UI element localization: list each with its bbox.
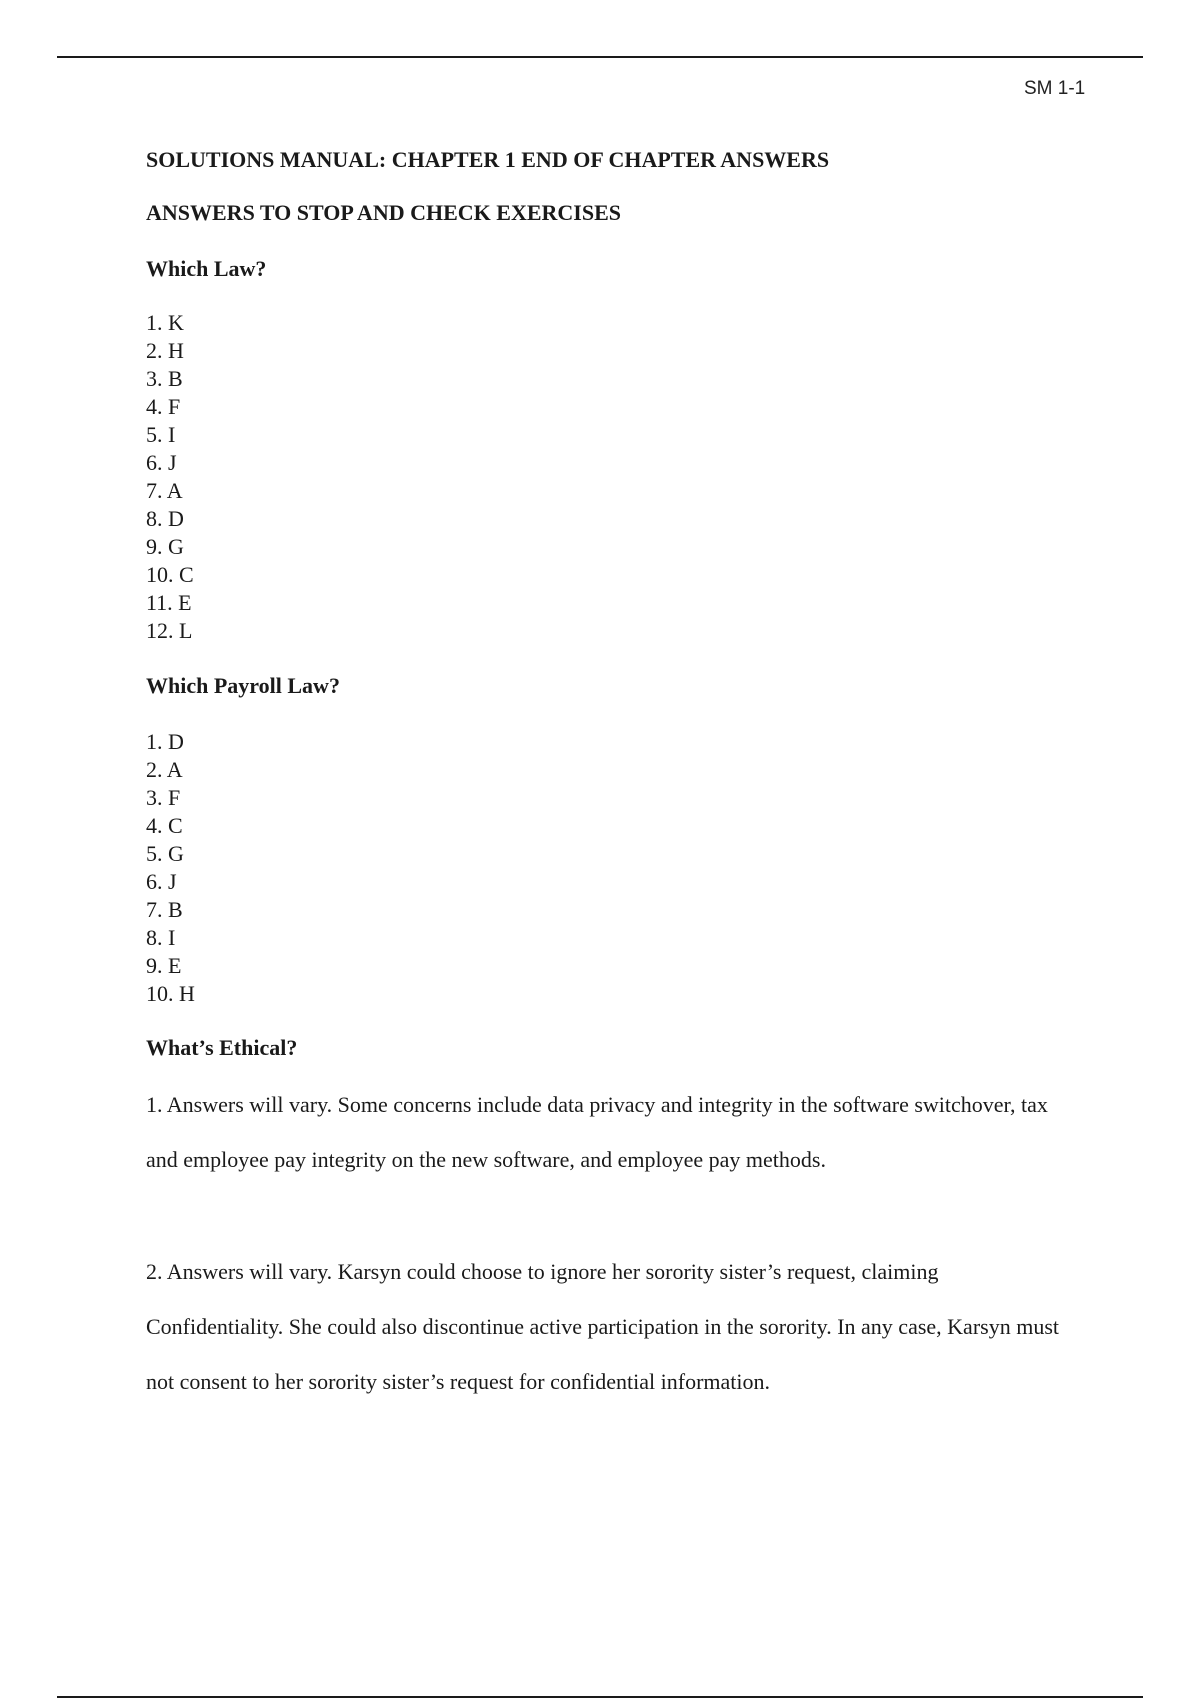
answer-item: 7. A <box>146 478 183 503</box>
answer-item: 8. D <box>146 506 184 531</box>
answer-item: 2. A <box>146 757 183 782</box>
answer-item: 8. I <box>146 925 176 950</box>
ethics-answer-paragraph: 1. Answers will vary. Some concerns include data privacy and integrity in the software switchover, tax and employee pay integrity on the new software, and employee pay methods. <box>146 1092 1048 1172</box>
answer-item: 2. H <box>146 338 184 363</box>
which-law-answer-list <box>146 309 194 645</box>
answer-item: 3. F <box>146 785 181 810</box>
answer-item: 10. H <box>146 981 195 1006</box>
answer-item: 4. F <box>146 394 181 419</box>
answer-item: 11. E <box>146 590 192 615</box>
answer-item: 1. D <box>146 729 184 754</box>
answer-item: 5. G <box>146 841 184 866</box>
answer-item: 3. B <box>146 366 183 391</box>
footer-rule <box>57 1696 1143 1698</box>
which-payroll-law-answer-list <box>146 728 195 1008</box>
answer-item: 4. C <box>146 813 183 838</box>
answer-item: 7. B <box>146 897 183 922</box>
document-title: SOLUTIONS MANUAL: CHAPTER 1 END OF CHAPTER ANSWERS <box>146 147 830 172</box>
answer-item: 10. C <box>146 562 194 587</box>
answer-item: 6. J <box>146 450 177 475</box>
document-subtitle: ANSWERS TO STOP AND CHECK EXERCISES <box>146 200 621 225</box>
answer-item: 1. K <box>146 310 184 335</box>
section-heading-which-law: Which Law? <box>146 256 267 281</box>
answer-item: 9. E <box>146 953 182 978</box>
answer-item: 6. J <box>146 869 177 894</box>
ethics-answer-paragraph: 2. Answers will vary. Karsyn could choose to ignore her sorority sister’s request, claiming Confidentiality. She could also discontinue active participation in the sorority. In any case, Karsyn must not consent to her sorority sister’s request for confidential information. <box>146 1259 1059 1394</box>
header-rule <box>57 56 1143 58</box>
section-heading-which-payroll-law: Which Payroll Law? <box>146 673 340 698</box>
answer-item: 9. G <box>146 534 184 559</box>
answer-item: 5. I <box>146 422 176 447</box>
answer-item: 12. L <box>146 618 193 643</box>
page-number: SM 1-1 <box>1024 78 1086 99</box>
section-heading-whats-ethical: What’s Ethical? <box>146 1035 298 1060</box>
